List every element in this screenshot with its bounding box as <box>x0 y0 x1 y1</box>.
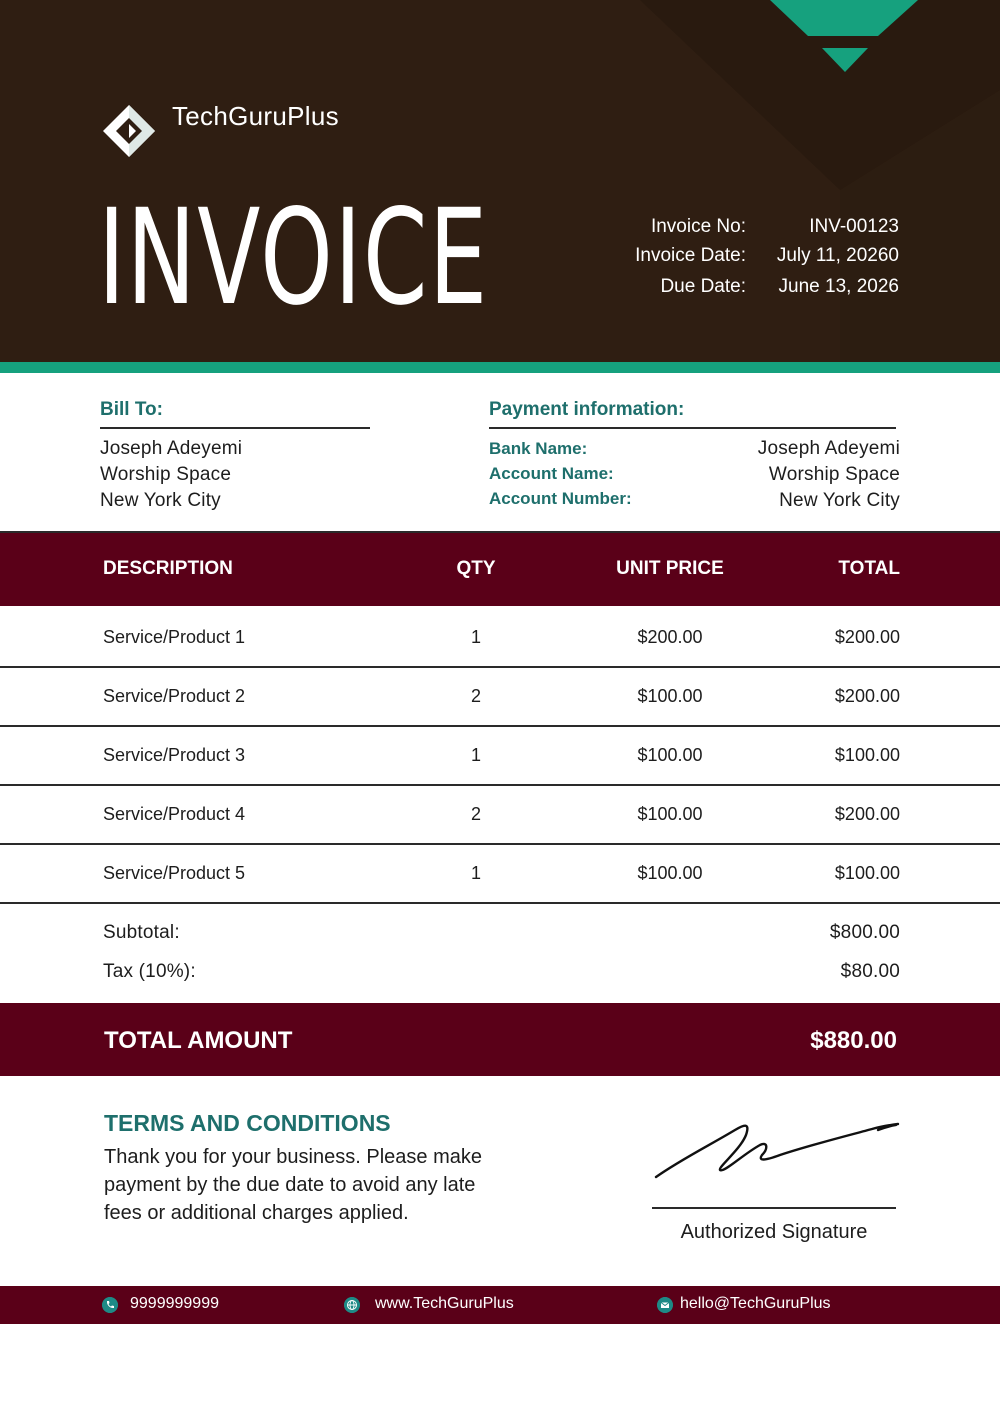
payment-heading: Payment information: <box>489 399 685 420</box>
signature-line <box>652 1207 896 1209</box>
row-1-unit-price: $200.00 <box>637 627 703 647</box>
footer-phone: 9999999999 <box>130 1295 219 1312</box>
row-4-description: Service/Product 4 <box>103 804 246 824</box>
row-4-unit-price: $100.00 <box>637 804 703 824</box>
payment-rule <box>489 427 896 429</box>
tax-value: $80.00 <box>840 961 900 982</box>
column-header-description: DESCRIPTION <box>103 558 233 579</box>
account-name-label: Account Name: <box>489 464 614 483</box>
row-5-description: Service/Product 5 <box>103 863 246 883</box>
header-accent-stripe <box>0 362 1000 373</box>
row-3-qty: 1 <box>470 745 481 765</box>
row-4-total: $200.00 <box>834 804 900 824</box>
phone-icon <box>102 1297 118 1313</box>
total-amount-value: $880.00 <box>810 1027 897 1054</box>
row-3-description: Service/Product 3 <box>103 745 246 765</box>
row-5-total: $100.00 <box>834 863 900 883</box>
bill-to-city: New York City <box>100 490 221 511</box>
account-name-value: Worship Space <box>768 464 900 485</box>
row-2-qty: 2 <box>470 686 481 706</box>
bank-name-label: Bank Name: <box>489 439 588 458</box>
footer-email[interactable]: hello@TechGuruPlus <box>680 1295 831 1312</box>
due-date-value: June 13, 2026 <box>778 276 899 297</box>
terms-body: Thank you for your business. Please make payment by the due date to avoid any late fees or additional charges applied. <box>104 1146 482 1224</box>
invoice-no-label: Invoice No: <box>650 216 746 237</box>
row-2-total: $200.00 <box>834 686 900 706</box>
row-3-unit-price: $100.00 <box>637 745 703 765</box>
row-1-description: Service/Product 1 <box>103 627 246 647</box>
row-5-unit-price: $100.00 <box>637 863 703 883</box>
invoice-date-value: July 11, 20260 <box>776 245 899 266</box>
row-2-description: Service/Product 2 <box>103 686 246 706</box>
invoice-date-label: Invoice Date: <box>635 245 746 266</box>
row-1-total: $200.00 <box>834 627 900 647</box>
table-row-divider <box>0 902 1000 904</box>
bank-name-value: Joseph Adeyemi <box>757 438 900 459</box>
footer-website[interactable]: www.TechGuruPlus <box>375 1295 514 1312</box>
row-1-qty: 1 <box>470 627 481 647</box>
table-row-divider <box>0 725 1000 727</box>
column-header-unit-price: UNIT PRICE <box>616 558 724 579</box>
globe-icon <box>344 1297 360 1313</box>
total-amount-label: TOTAL AMOUNT <box>104 1027 293 1054</box>
bill-to-rule <box>100 427 370 429</box>
bill-to-heading: Bill To: <box>100 399 163 420</box>
row-4-qty: 2 <box>470 804 481 824</box>
invoice-title: INVOICE <box>98 181 489 335</box>
tax-label: Tax (10%): <box>103 961 196 982</box>
column-header-total: TOTAL <box>838 558 900 579</box>
terms-heading: TERMS AND CONDITIONS <box>104 1110 391 1136</box>
bill-to-company: Worship Space <box>100 464 232 485</box>
table-row-divider <box>0 784 1000 786</box>
logo-diamond-icon <box>102 104 156 158</box>
mail-icon <box>657 1297 673 1313</box>
handwritten-signature <box>650 1115 905 1190</box>
due-date-label: Due Date: <box>660 276 746 297</box>
brand-name: TechGuruPlus <box>172 101 339 131</box>
table-row-divider <box>0 666 1000 668</box>
account-number-label: Account Number: <box>489 489 632 508</box>
subtotal-value: $800.00 <box>829 922 900 943</box>
invoice-no-value: INV-00123 <box>809 216 899 237</box>
row-2-unit-price: $100.00 <box>637 686 703 706</box>
subtotal-label: Subtotal: <box>103 922 180 943</box>
bill-to-name: Joseph Adeyemi <box>100 438 243 459</box>
table-row-divider <box>0 843 1000 845</box>
row-5-qty: 1 <box>470 863 481 883</box>
account-number-value: New York City <box>779 490 900 511</box>
signature-label: Authorized Signature <box>680 1221 868 1243</box>
column-header-qty: QTY <box>456 558 496 579</box>
row-3-total: $100.00 <box>834 745 900 765</box>
